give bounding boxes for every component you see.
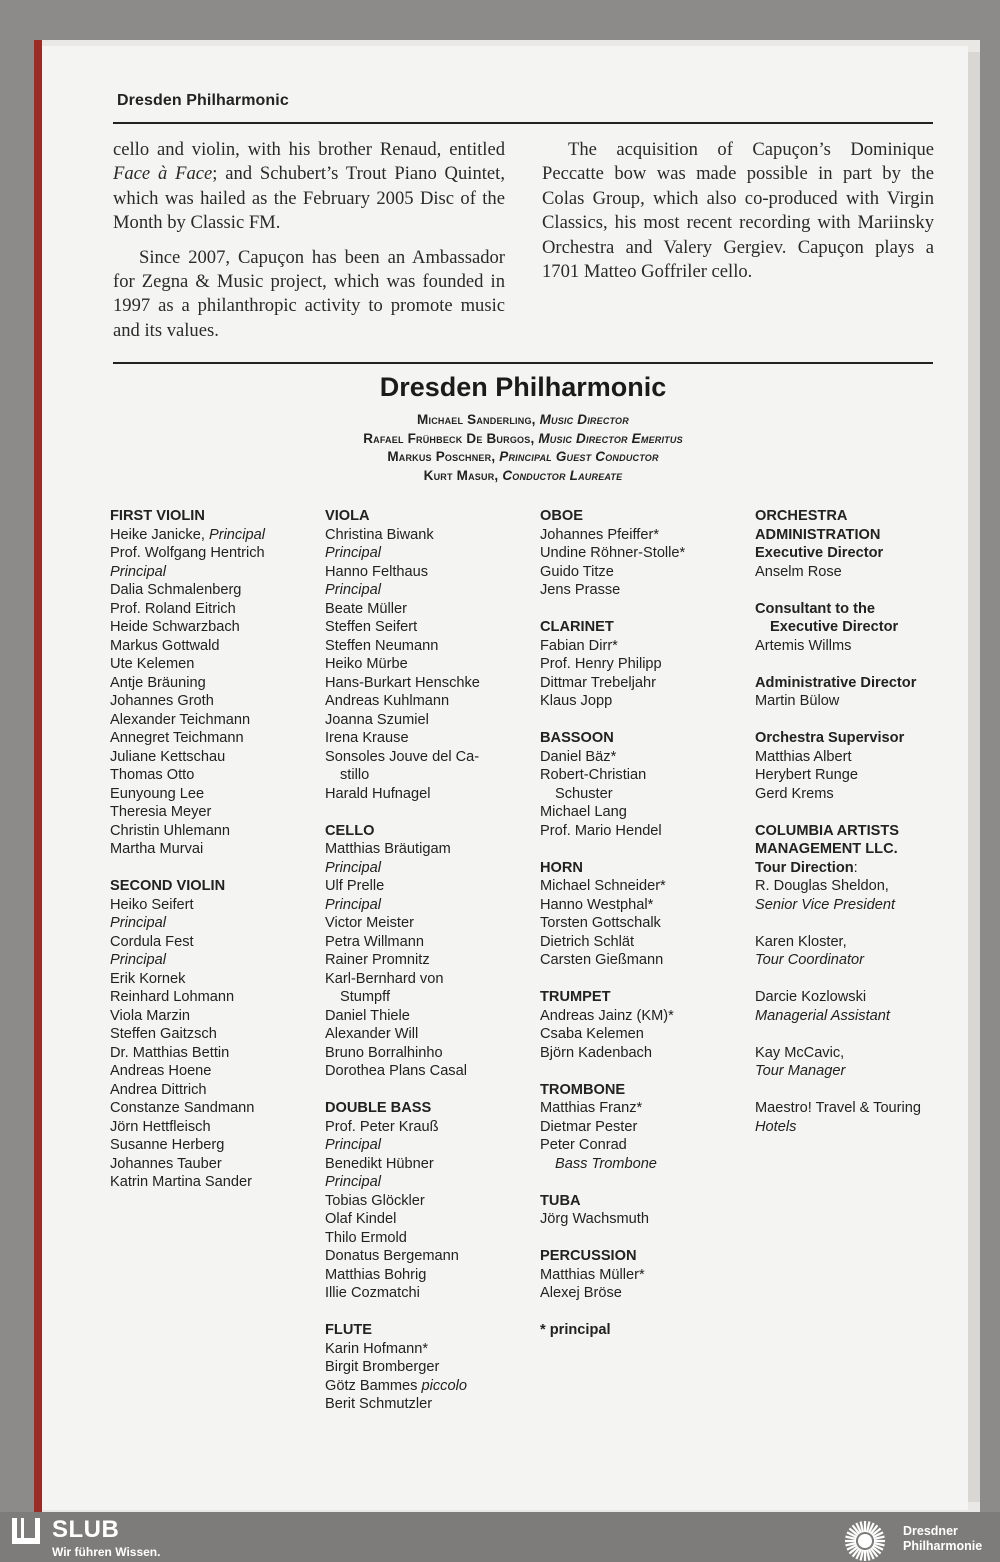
roster-entry: Principal [325, 582, 381, 598]
header-rule [113, 122, 933, 124]
roster-entry: Tour Manager [755, 1063, 846, 1079]
roster-section [755, 1044, 921, 1081]
roster-section [540, 618, 685, 711]
roster-entry: Andreas Hoene [110, 1063, 212, 1079]
roster-entry: Schuster [555, 785, 613, 802]
roster-entry: Cordula Fest [110, 933, 194, 950]
roster-entry: Matthias Müller* [540, 1266, 645, 1283]
roster-entry: Thilo Ermold [325, 1229, 407, 1246]
roster-entry: Senior Vice President [755, 896, 896, 913]
bio-paragraph: cello and violin, with his brother Renaud, entitled Face à Face; and Schubert’s Trout Piano Quintet, which was hailed as the February 2005 Disc of the Month by Classic FM. [113, 139, 505, 234]
philharmonie-name-line1: Dresdner [903, 1524, 958, 1538]
roster-entry: Christina Biwank [325, 526, 434, 543]
roster-entry: Prof. Wolfgang Hentrich [110, 545, 265, 561]
roster-entry: Dalia Schmalenberg [110, 582, 242, 598]
roster-entry: Matthias Franz* [540, 1100, 643, 1116]
roster-entry: Tobias Glöckler [325, 1192, 425, 1209]
leadership-list [113, 411, 933, 485]
roster-entry: Matthias Albert [755, 748, 852, 765]
section-heading: ORCHESTRA [755, 508, 848, 524]
roster-entry: Johannes Pfeiffer* [540, 526, 659, 543]
section-heading: HORN [540, 859, 583, 876]
roster-section [325, 822, 480, 1081]
roster-section [540, 1192, 685, 1229]
leader-role: Music Director [539, 412, 629, 427]
section-heading: CLARINET [540, 619, 614, 635]
roster-entry: Alexej Bröse [540, 1285, 622, 1301]
roster-entry: Principal [325, 1174, 381, 1190]
roster-entry: Hotels [755, 1118, 797, 1135]
section-heading: BASSOON [540, 730, 614, 746]
roster-entry: Torsten Gottschalk [540, 915, 661, 931]
roster-entry: Jörn Hettfleisch [110, 1118, 211, 1135]
roster-column-3 [540, 507, 685, 1358]
bio-paragraph: Since 2007, Capuçon has been an Ambassador for Zegna & Music project, which was founded in 1997 as a philanthropic activity to promote music and its values. [113, 246, 505, 341]
roster-entry: Heiko Seifert [110, 896, 194, 913]
roster-entry: Daniel Bäz* [540, 748, 617, 765]
leader-name: Kurt Masur, [423, 467, 503, 483]
roster-section [540, 859, 685, 970]
roster-entry: Principal [325, 545, 381, 561]
philharmonie-name-line2: Philharmonie [903, 1539, 983, 1553]
roster-entry: Ute Kelemen [110, 656, 195, 672]
roster-entry: Viola Marzin [110, 1007, 191, 1024]
roster-entry: Johannes Tauber [110, 1155, 222, 1172]
roster-entry: Jens Prasse [540, 582, 621, 598]
running-head: Dresden Philharmonic [117, 92, 289, 109]
roster-entry: Fabian Dirr* [540, 637, 618, 654]
roster-entry: Steffen Neumann [325, 637, 439, 654]
roster-entry: Dietrich Schlät [540, 933, 635, 950]
roster-entry: Joanna Szumiel [325, 711, 429, 728]
roster-entry: Jörg Wachsmuth [540, 1211, 649, 1227]
roster-entry: Dorothea Plans Casal [325, 1063, 467, 1079]
section-heading: Administrative Director [755, 674, 917, 691]
roster-entry: Martin Bülow [755, 693, 840, 709]
roster-section [755, 988, 921, 1025]
roster-entry: Andreas Kuhlmann [325, 693, 450, 709]
roster-entry: Prof. Peter Krauß [325, 1118, 439, 1135]
roster-section [755, 1099, 921, 1136]
slub-logo-icon [12, 1518, 40, 1544]
roster-entry: Susanne Herberg [110, 1137, 225, 1153]
roster-entry: Rainer Promnitz [325, 952, 430, 968]
roster-entry: Prof. Mario Hendel [540, 822, 662, 839]
roster-entry: Principal [325, 859, 381, 876]
roster-entry: Bass Trombone [555, 1155, 657, 1172]
roster-section [325, 1321, 480, 1414]
orchestra-title: Dresden Philharmonic [379, 372, 667, 402]
roster-entry: Benedikt Hübner [325, 1155, 434, 1172]
leader-name: Markus Poschner, [387, 449, 500, 464]
roster-entry: Alexander Teichmann [110, 711, 251, 728]
roster-entry: Matthias Bräutigam [325, 841, 451, 857]
roster-entry: Executive Director [770, 619, 899, 635]
roster-entry: Irena Krause [325, 730, 409, 746]
roster-entry: Hanno Felthaus [325, 563, 429, 580]
roster-entry: Principal [110, 952, 166, 968]
roster-entry: Beate Müller [325, 600, 407, 617]
section-heading: SECOND VIOLIN [110, 878, 226, 894]
roster-entry: Prof. Roland Eitrich [110, 600, 236, 617]
roster-section [540, 507, 685, 600]
section-heading: TRUMPET [540, 989, 611, 1005]
section-heading: * principal [540, 1322, 611, 1338]
roster-entry: Matthias Bohrig [325, 1266, 427, 1283]
roster-entry: Donatus Bergemann [325, 1248, 459, 1264]
roster-entry: Dietmar Pester [540, 1118, 638, 1135]
roster-entry: Maestro! Travel & Touring [755, 1100, 922, 1116]
roster-section [755, 822, 921, 915]
roster-entry: Sonsoles Jouve del Ca- [325, 748, 480, 765]
roster-entry: Karl-Bernhard von [325, 970, 444, 987]
leader-name: Rafael Frühbeck De Burgos, [363, 430, 539, 446]
roster-entry: Victor Meister [325, 915, 414, 931]
section-rule [113, 362, 933, 364]
roster-entry: Artemis Willms [755, 637, 852, 654]
roster-section [110, 507, 265, 859]
philharmonie-name [903, 1524, 982, 1554]
section-heading: CELLO [325, 822, 375, 839]
roster-entry: Undine Röhner-Stolle* [540, 545, 686, 561]
roster-entry: stillo [340, 767, 370, 783]
roster-entry: Andreas Jainz (KM)* [540, 1007, 674, 1024]
roster-entry: Heike Janicke, Principal [110, 526, 265, 543]
roster-entry: Johannes Groth [110, 693, 214, 709]
roster-entry: Michael Schneider* [540, 878, 666, 894]
roster-entry: Heide Schwarzbach [110, 619, 240, 635]
roster-entry: MANAGEMENT LLC. [755, 841, 898, 857]
roster-section [540, 988, 685, 1062]
roster-entry: Christin Uhlemann [110, 822, 231, 839]
roster-section [540, 729, 685, 840]
leader-role: Music Director Emeritus [538, 430, 683, 446]
roster-entry: Theresia Meyer [110, 804, 212, 820]
roster-entry: Tour Coordinator [755, 952, 864, 968]
slub-tagline: Wir führen Wissen. [52, 1545, 161, 1559]
roster-entry: Darcie Kozlowski [755, 989, 867, 1005]
roster-entry: Harald Hufnagel [325, 785, 431, 802]
section-heading: TROMBONE [540, 1081, 626, 1098]
roster-entry: Annegret Teichmann [110, 730, 244, 746]
roster-column-2 [325, 507, 480, 1432]
roster-entry: Robert-Christian [540, 767, 647, 783]
roster-section [755, 729, 921, 803]
roster-entry: Katrin Martina Sander [110, 1174, 252, 1190]
roster-entry: Herybert Runge [755, 767, 859, 783]
roster-entry: Constanze Sandmann [110, 1100, 255, 1116]
bio-column-left [113, 138, 505, 343]
roster-entry: Kay McCavic, [755, 1044, 845, 1061]
bio-column-right [542, 138, 934, 284]
section-heading: DOUBLE BASS [325, 1100, 432, 1116]
leader-line [113, 430, 933, 449]
leader-role: Principal Guest Conductor [499, 449, 659, 464]
roster-entry: Illie Cozmatchi [325, 1285, 420, 1301]
roster-entry: Prof. Henry Philipp [540, 656, 662, 672]
roster-entry: Karin Hofmann* [325, 1340, 429, 1357]
roster-section [755, 507, 921, 581]
philharmonie-logo-icon [838, 1515, 892, 1561]
roster-entry: Eunyoung Lee [110, 785, 205, 802]
roster-entry: Heiko Mürbe [325, 656, 408, 672]
roster-column-1 [110, 507, 265, 1210]
leader-name: Michael Sanderling, [417, 412, 540, 427]
roster-entry: Thomas Otto [110, 767, 195, 783]
leader-role: Conductor Laureate [502, 467, 623, 483]
roster-section [755, 933, 921, 970]
page-binding-edge [34, 40, 42, 1520]
roster-entry: Martha Murvai [110, 841, 204, 857]
roster-section [540, 1081, 685, 1174]
section-heading: TUBA [540, 1192, 581, 1209]
roster-entry: Götz Bammes piccolo [325, 1377, 467, 1394]
roster-entry: Michael Lang [540, 804, 627, 820]
roster-entry: Klaus Jopp [540, 693, 613, 709]
roster-entry: Olaf Kindel [325, 1211, 397, 1227]
roster-entry: Principal [325, 896, 381, 913]
roster-entry: Ulf Prelle [325, 878, 385, 894]
roster-entry: Csaba Kelemen [540, 1026, 644, 1042]
roster-entry: Andrea Dittrich [110, 1081, 207, 1098]
roster-section [325, 507, 480, 803]
roster-section [540, 1247, 685, 1303]
roster-entry: Principal [325, 1137, 381, 1153]
roster-entry: Bruno Borralhinho [325, 1044, 443, 1061]
roster-entry: Tour Direction: [755, 859, 858, 876]
roster-section [110, 877, 265, 1192]
roster-entry: Björn Kadenbach [540, 1044, 652, 1061]
roster-entry: Principal [110, 915, 166, 931]
roster-entry: Markus Gottwald [110, 637, 220, 654]
roster-column-4 [755, 507, 921, 1155]
section-heading: FIRST VIOLIN [110, 508, 205, 524]
roster-entry: Birgit Bromberger [325, 1359, 440, 1375]
roster-entry: Steffen Gaitzsch [110, 1026, 217, 1042]
roster-section [755, 600, 921, 656]
roster-entry: Daniel Thiele [325, 1007, 410, 1024]
roster-section [325, 1099, 480, 1303]
slub-name: SLUB [52, 1516, 120, 1543]
leader-line [113, 467, 933, 486]
roster-entry: ADMINISTRATION [755, 526, 881, 543]
section-heading: FLUTE [325, 1322, 373, 1338]
roster-entry: Dittmar Trebeljahr [540, 674, 656, 691]
roster-entry: Hans-Burkart Henschke [325, 674, 480, 691]
roster-entry: Managerial Assistant [755, 1007, 890, 1024]
roster-entry: Reinhard Lohmann [110, 989, 235, 1005]
roster-entry: Peter Conrad [540, 1137, 627, 1153]
leader-line [113, 411, 933, 430]
roster-entry: Erik Kornek [110, 970, 186, 987]
section-heading: Consultant to the [755, 600, 875, 617]
roster-entry: Alexander Will [325, 1026, 419, 1042]
roster-section [755, 674, 921, 711]
bio-paragraph: The acquisition of Capuçon’s Dominique Peccatte bow was made possible in part by the Colas Group, which also co-produced with Virgin Classics, his most recent recording with Mariinsky Orchestra and Valery Gergiev. Capuçon plays a 1701 Matteo Goffriler cello. [542, 139, 934, 283]
roster-entry: Karen Kloster, [755, 933, 847, 950]
roster-entry: Steffen Seifert [325, 619, 418, 635]
page-right-edge [968, 52, 980, 1502]
roster-entry: Gerd Krems [755, 785, 834, 802]
section-heading: PERCUSSION [540, 1248, 637, 1264]
roster-entry: Juliane Kettschau [110, 748, 226, 765]
roster-entry: Principal [110, 563, 166, 580]
roster-entry: Anselm Rose [755, 563, 842, 580]
roster-entry: Guido Titze [540, 563, 614, 580]
section-heading: VIOLA [325, 508, 370, 524]
roster-entry: Hanno Westphal* [540, 896, 654, 913]
roster-entry: R. Douglas Sheldon, [755, 878, 889, 894]
roster-entry: Stumpff [340, 989, 391, 1005]
roster-entry: Executive Director [755, 545, 884, 561]
section-heading: COLUMBIA ARTISTS [755, 822, 900, 839]
roster-entry: Berit Schmutzler [325, 1396, 433, 1412]
roster-entry: Carsten Gießmann [540, 952, 664, 968]
leader-line [113, 448, 933, 467]
section-heading: OBOE [540, 508, 583, 524]
roster-entry: Antje Bräuning [110, 674, 206, 691]
roster-section [540, 1321, 685, 1340]
section-heading: Orchestra Supervisor [755, 730, 905, 746]
roster-entry: Petra Willmann [325, 933, 424, 950]
roster-entry: Dr. Matthias Bettin [110, 1044, 230, 1061]
